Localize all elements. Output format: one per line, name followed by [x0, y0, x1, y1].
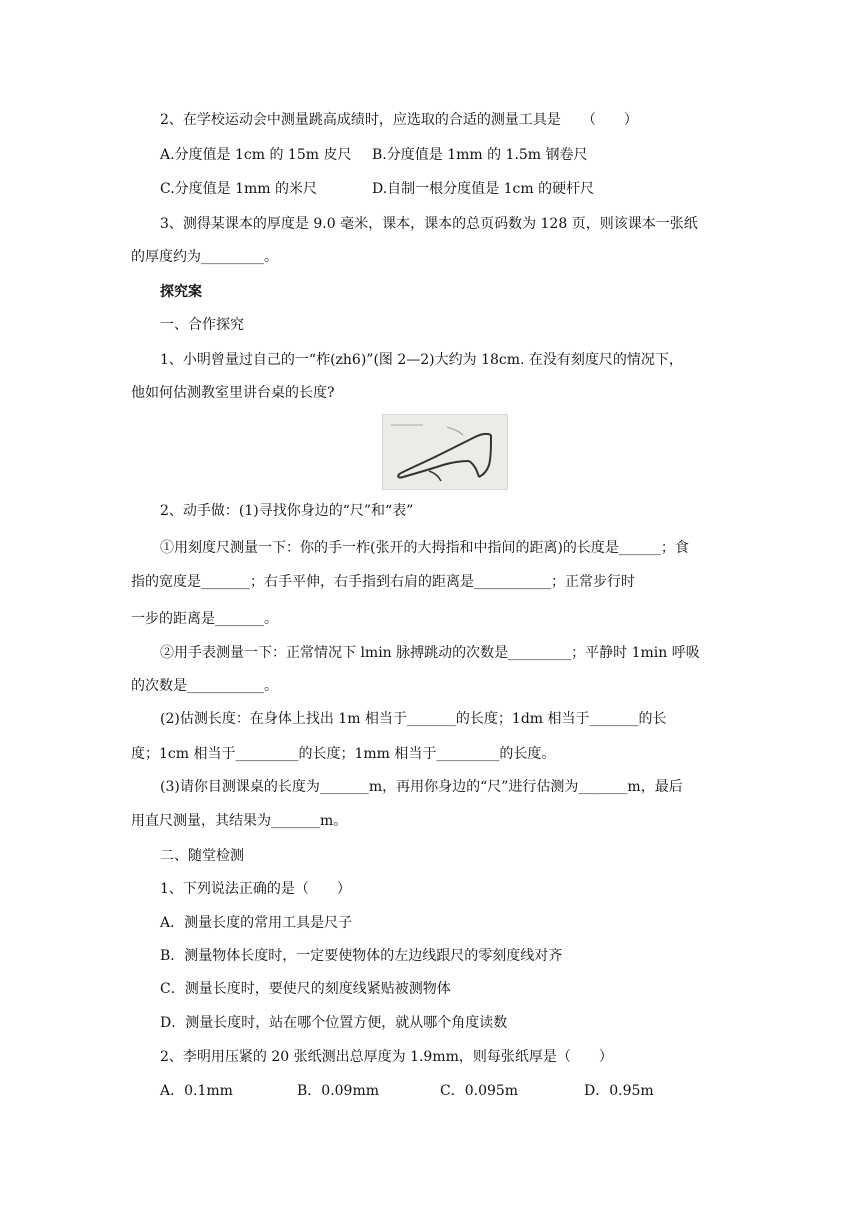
part-1-heading: 一、合作探究 — [160, 317, 244, 333]
test-2-option-d: D．0.95m — [584, 1083, 654, 1099]
hand-span-figure — [382, 414, 508, 490]
test-2-option-b: B．0.09mm — [297, 1083, 380, 1099]
q2-option-a: A.分度值是 1cm 的 15m 皮尺 — [160, 147, 352, 163]
explore-2-d-line-2: 用直尺测量，其结果为_______m。 — [131, 813, 348, 829]
explore-2-d-line-1: (3)请你目测课桌的长度为_______m，再用你身边的“尺”进行估测为_______m，最后 — [160, 779, 683, 795]
explore-1-line-1: 1、小明曾量过自己的一“柞(zh6)”(图 2—2)大约为 18cm. 在没有刻度尺的情况下， — [160, 352, 683, 368]
q2-option-c: C.分度值是 1mm 的米尺 — [160, 181, 318, 197]
hand-span-icon — [383, 415, 507, 489]
q2-option-d: D.自制一根分度值是 1cm 的硬杆尺 — [372, 181, 595, 197]
explore-2-c-line-2: 度；1cm 相当于_________的长度；1mm 相当于_________的长度。 — [131, 746, 556, 762]
question-3-line-1: 3、测得某课本的厚度是 9.0 毫米，课本，课本的总页码数为 128 页，则该课本一张纸 — [160, 216, 698, 232]
test-1: 1、下列说法正确的是（ ） — [160, 881, 351, 897]
explore-2-a-line-2: 指的宽度是_______；右手平伸，右手指到右肩的距离是___________；正常步行时 — [131, 574, 635, 590]
explore-1-line-2: 他如何估测教室里讲台桌的长度? — [131, 385, 335, 401]
test-1-option-b: B．测量物体长度时，一定要使物体的左边线跟尺的零刻度线对齐 — [160, 948, 563, 964]
question-3-line-2: 的厚度约为_________。 — [131, 249, 278, 265]
question-2: 2、在学校运动会中测量跳高成绩时，应选取的合适的测量工具是 （ ） — [160, 112, 638, 128]
test-2-option-a: A．0.1mm — [160, 1083, 233, 1099]
explore-2-b-line-1: ②用手表测量一下：正常情况下 lmin 脉搏跳动的次数是_________；平静时 1min 呼吸 — [160, 645, 700, 661]
explore-2-c-line-1: (2)估测长度：在身体上找出 1m 相当于_______的长度；1dm 相当于_______的长 — [160, 711, 667, 727]
q2-option-b: B.分度值是 1mm 的 1.5m 钢卷尺 — [372, 147, 588, 163]
section-title: 探究案 — [160, 284, 202, 300]
test-1-option-a: A．测量长度的常用工具是尺子 — [160, 915, 353, 931]
test-2-option-c: C．0.095m — [440, 1083, 519, 1099]
test-2: 2、李明用压紧的 20 张纸测出总厚度为 1.9mm，则每张纸厚是（ ） — [160, 1049, 613, 1065]
test-1-option-d: D．测量长度时，站在哪个位置方便，就从哪个角度读数 — [160, 1015, 508, 1031]
explore-2-heading: 2、动手做：(1)寻找你身边的“尺”和“表” — [160, 503, 414, 519]
explore-2-a-line-3: 一步的距离是_______。 — [131, 611, 278, 627]
part-2-heading: 二、随堂检测 — [160, 848, 244, 864]
test-1-option-c: C．测量长度时，要使尺的刻度线紧贴被测物体 — [160, 981, 451, 997]
explore-2-a-line-1: ①用刻度尺测量一下：你的手一柞(张开的大拇指和中指间的距离)的长度是______；食 — [160, 540, 689, 556]
explore-2-b-line-2: 的次数是___________。 — [131, 678, 278, 694]
